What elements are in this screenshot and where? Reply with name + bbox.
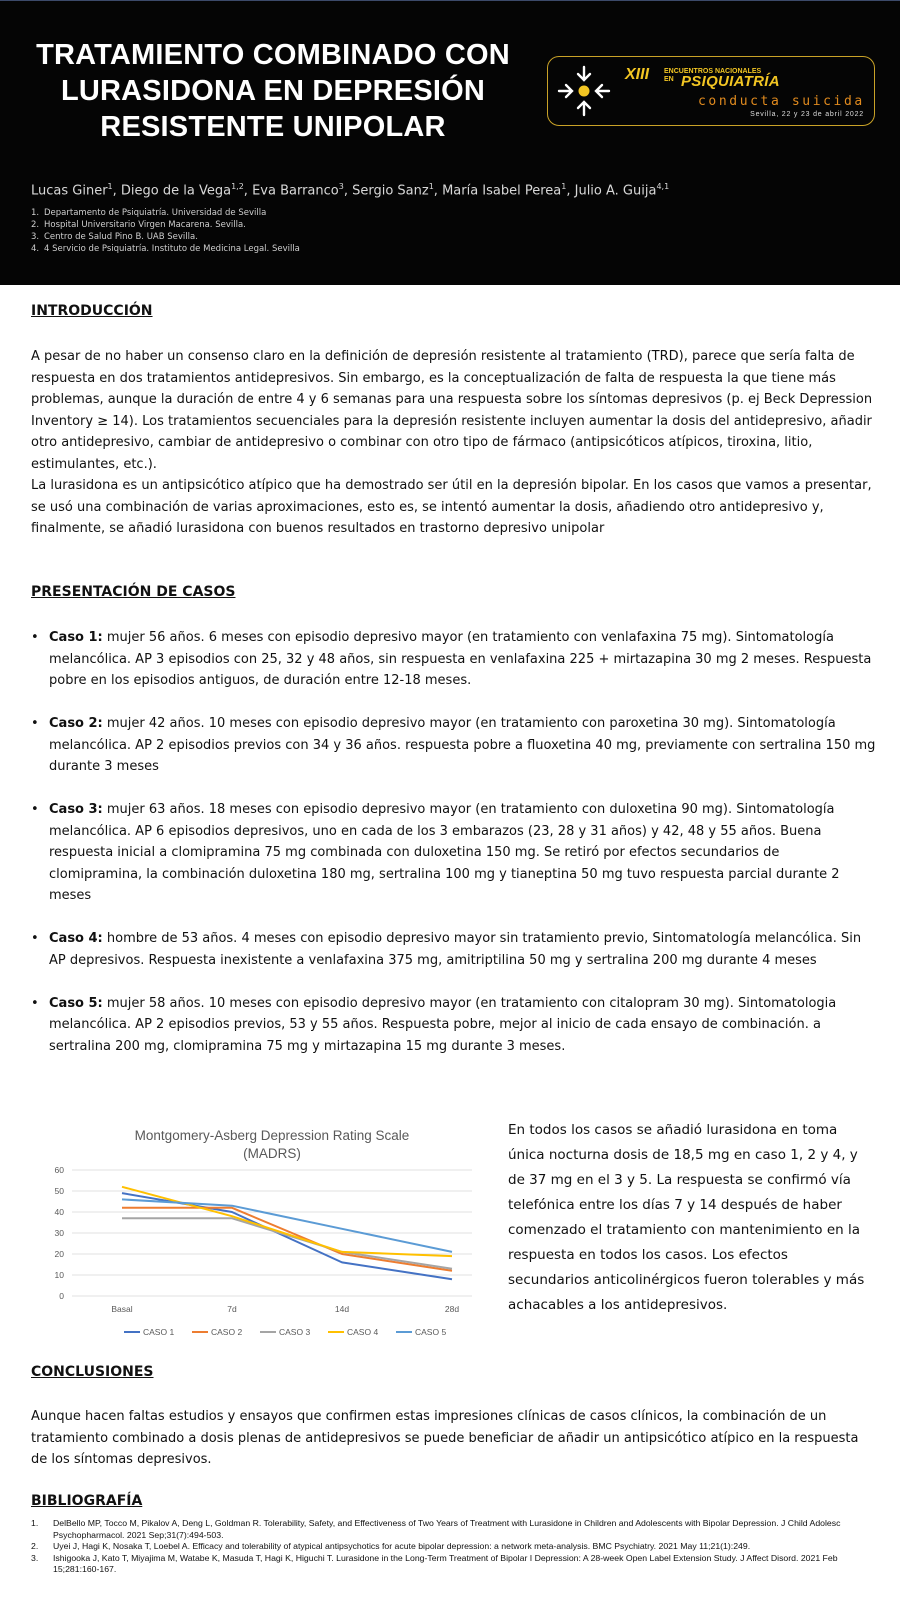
affiliation-item: 4. 4 Servicio de Psiquiatría. Instituto de Medicina Legal. Sevilla [31,244,300,254]
x-tick-label: 14d [334,1304,350,1314]
author-name: María Isabel Perea [442,183,562,199]
y-tick-label: 50 [54,1186,64,1196]
arrows-converge-icon [556,65,612,117]
bibliography-list [31,1518,876,1576]
logo-tagline: conducta suicida [698,94,865,109]
author-affiliation-mark: 1 [107,182,113,191]
case-item: • Caso 2: mujer 42 años. 10 meses con episodio depresivo mayor (en tratamiento con paroxetina 30 mg). Sintomatología melancólica. AP 2 episodios previos con 34 y 36 años. respuesta pobre a fluoxetina 40 mg, previamente con sertralina 150 mg durante 3 meses [31,713,876,778]
legend-label: CASO 4 [347,1327,379,1337]
y-tick-label: 20 [54,1249,64,1259]
affiliation-item: 1. Departamento de Psiquiatría. Universidad de Sevilla [31,208,267,218]
title-line: TRATAMIENTO COMBINADO CON [36,39,510,71]
author-name: Diego de la Vega [120,183,232,199]
intro-paragraph: La lurasidona es un antipsicótico atípico que ha demostrado ser útil en la depresión bipolar. En los casos que vamos a presentar, se usó una combinación de varias aproximaciones, esto es, se intentó aumentar la dosis, añadiendo otro antidepresivo y, finalmente, se añadió lurasidona con buenos resultados en trastorno depresivo unipolar [31,478,872,536]
case-label: Caso 1: [49,630,103,645]
conclusions-body [31,1406,876,1471]
case-label: Caso 3: [49,802,103,817]
case-label: Caso 5: [49,995,103,1011]
chart-title: (MADRS) [243,1146,301,1161]
poster-header [0,0,900,285]
reference-item: 2. Uyei J, Hagi K, Nosaka T, Loebel A. Efficacy and tolerability of atypical antipsychotics for acute bipolar depression: a network meta-analysis. BMC Psychiatry. 2021 May 11;21(1):249. [31,1541,751,1552]
logo-numeral: XIII [625,66,650,83]
author-name: Julio A. Guija [574,183,657,199]
poster-title [18,37,528,145]
y-tick-label: 60 [54,1165,64,1175]
x-tick-label: Basal [111,1304,133,1314]
case-label: Caso 4: [49,931,103,946]
series-line [122,1193,452,1279]
affiliation-list [31,207,300,255]
side-paragraph: En todos los casos se añadió lurasidona en toma única nocturna dosis de 18,5 mg en caso 1, 2 y 4, y de 37 mg en el 3 y 5. La respuesta se confirmó vía telefónica entre los días 7 y 14 después de haber comenzado el tratamiento con mantenimiento en la respuesta en todos los casos. Los efectos secundarios anticolinérgicos fueron tolerables y más achacables a los antidepresivos. [508,1122,865,1313]
madrs-line-chart [42,1118,482,1360]
logo-psiquiatria: PSIQUIATRÍA [681,73,780,90]
intro-paragraph: A pesar de no haber un consenso claro en la definición de depresión resistente al tratamiento (TRD), parece que sería falta de respuesta en dos tratamientos antidepresivos. Sin embargo, es la conceptualización de falta de respuesta la que tiene más problemas, aunque la duración de entre 4 y 6 semanas para una respuesta sobre los síntomas depresivos (p. ej Beck Depression Inventory ≥ 14). Los tratamientos secuenciales para la depresión resistente incluyen aumentar la dosis del antidepresivo, añadir otro antidepresivo, cambiar de antidepresivo o combinar con otro tipo de fármaco (antipsicóticos atípicos, tiroxina, litio, estimulantes, etc.). [31,349,873,472]
series-line [122,1218,452,1268]
madrs-chart [42,1118,482,1360]
title-line: RESISTENTE UNIPOLAR [100,111,446,143]
intro-body [31,346,876,540]
case-list [31,627,876,1079]
reference-item: 1. DelBello MP, Tocco M, Pikalov A, Deng L, Goldman R. Tolerability, Safety, and Effectiveness of Two Years of Treatment with Lurasidone in Children and Adolescents with Bipolar Depression. J Child Adolesc Psychopharmacol. 2021 Sep;31(7):494-503. [31,1518,841,1540]
author-name: Lucas Giner [31,183,108,199]
affiliation-item: 2. Hospital Universitario Virgen Macarena. Sevilla. [31,220,246,230]
logo-encuentros: ENCUENTROS NACIONALES EN [664,68,762,83]
author-affiliation-mark: 1,2 [231,182,244,191]
chart-title: Montgomery-Asberg Depression Rating Scale [134,1128,410,1143]
affiliation-item: 3. Centro de Salud Pino B. UAB Sevilla. [31,232,198,242]
legend-label: CASO 2 [211,1327,243,1337]
y-tick-label: 40 [54,1207,64,1217]
x-tick-label: 28d [444,1304,460,1314]
reference-item: 3. Ishigooka J, Kato T, Miyajima M, Watabe K, Masuda T, Hagi K, Higuchi T. Lurasidone in the Long-Term Treatment of Bipolar I Depression: A 28-week Open Label Extension Study. J Affect Disord. 2021 Feb 15;281:160-167. [31,1552,838,1575]
author-name: Eva Barranco [252,183,339,199]
author-affiliation-mark: 4,1 [656,182,670,191]
author-name: Sergio Sanz [352,183,429,199]
y-tick-label: 30 [54,1228,64,1238]
case-item: • Caso 3: mujer 63 años. 18 meses con episodio depresivo mayor (en tratamiento con duloxetina 90 mg). Sintomatología melancólica. AP 6 episodios depresivos, uno en cada de los 3 embarazos (23, 28 y 31 años) y 42, 48 y 55 años. Buena respuesta inicial a clomipramina 75 mg combinada con duloxetina 150 mg. Se retiró por efectos secundarios de clomipramina, la combinación duloxetina 180 mg, sertralina 100 mg y tianeptina 50 mg tuvo respuesta parcial durante 2 meses [31,799,876,907]
logo-date: Sevilla, 22 y 23 de abril 2022 [750,111,864,118]
author-list: Lucas Giner$^1$, Diego de la Vega$^{1,2}$, Eva Barranco$^3$, Sergio Sanz$^1$, María Isabel Perea$^1$, Julio A. Guija$^{4,1}$ [31,182,670,199]
conclusions-paragraph: Aunque hacen faltas estudios y ensayos que confirmen estas impresiones clínicas de casos clínicos, la combinación de un tratamiento combinado a dosis plenas de antidepresivos se puede beneficiar de añadir un antipsicótico atípico en la respuesta de los síntomas depresivos. [31,1409,859,1467]
congress-logo [547,56,875,126]
x-tick-label: 7d [227,1304,237,1314]
title-line: LURASIDONA EN DEPRESIÓN [60,75,486,107]
legend-label: CASO 3 [279,1327,311,1337]
cases-heading: PRESENTACIÓN DE CASOS [31,584,236,600]
author-affiliation-mark: 3 [338,182,344,191]
author-affiliation-mark: 1 [428,182,434,191]
case-item: • Caso 5: mujer 58 años. 10 meses con episodio depresivo mayor (en tratamiento con citalopram 30 mg). Sintomatologia melancólica. AP 2 episodios previos, 53 y 55 años. Respuesta pobre, mejor al inicio de cada ensayo de combinación. a sertralina 200 mg, clomipramina 75 mg y mirtazapina 15 mg durante 3 meses. [31,993,876,1058]
legend-label: CASO 1 [143,1327,175,1337]
author-affiliation-mark: 1 [561,182,567,191]
y-tick-label: 10 [54,1270,64,1280]
y-tick-label: 0 [59,1291,64,1301]
conclusions-heading: CONCLUSIONES [31,1364,154,1380]
legend-label: CASO 5 [415,1327,447,1337]
case-item: • Caso 1: mujer 56 años. 6 meses con episodio depresivo mayor (en tratamiento con venlafaxina 75 mg). Sintomatología melancólica. AP 3 episodios con 25, 32 y 48 años, sin respuesta en venlafaxina 225 + mirtazapina 30 mg 2 meses. Respuesta pobre en los episodios antiguos, de duración entre 12-18 meses. [31,627,876,692]
case-label: Caso 2: [49,716,103,731]
case-item: • Caso 4: hombre de 53 años. 4 meses con episodio depresivo mayor sin tratamiento previo, Sintomatología melancólica. Sin AP depresivos. Respuesta inexistente a venlafaxina 375 mg, amitriptilina 50 mg y sertralina 200 mg durante 4 meses [31,928,876,971]
intro-heading: INTRODUCCIÓN [31,303,153,319]
series-line [122,1187,452,1256]
bibliography-heading: BIBLIOGRAFÍA [31,1493,143,1509]
